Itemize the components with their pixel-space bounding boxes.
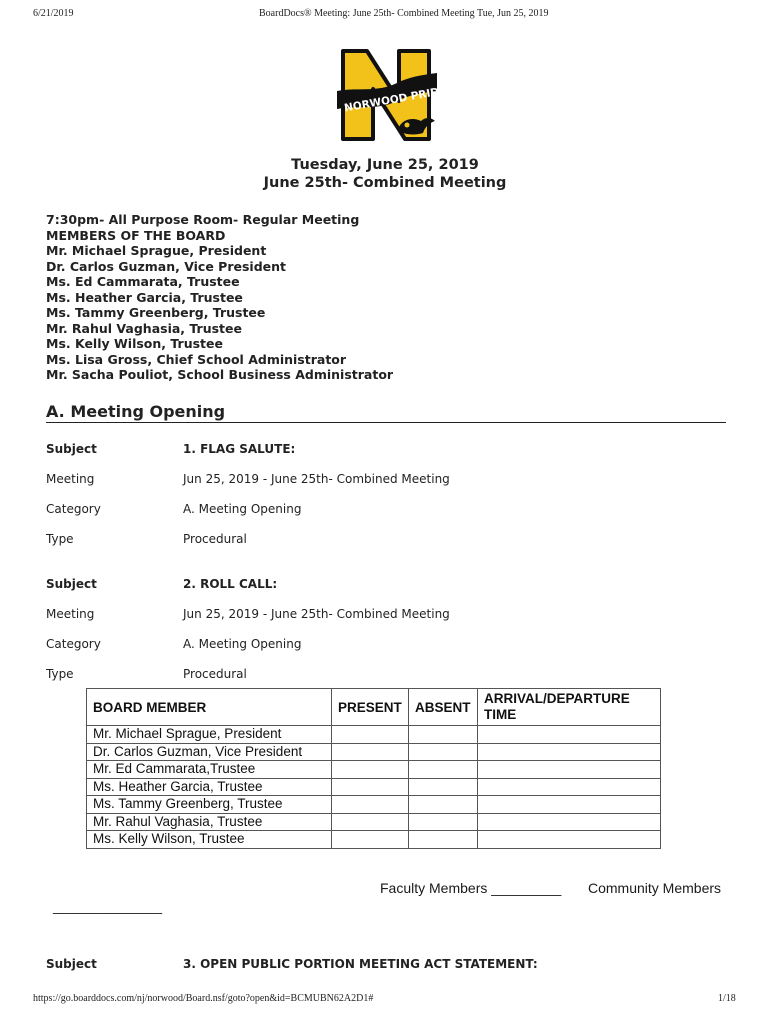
page-number: 1/18: [718, 993, 736, 1004]
intro-line: Ms. Ed Cammarata, Trustee: [46, 274, 240, 289]
item-subject[interactable]: 3. OPEN PUBLIC PORTION MEETING ACT STATEMENT:: [183, 957, 538, 971]
logo-text: NORWOOD PRIDE: [343, 84, 437, 115]
absent-cell: [409, 813, 478, 831]
member-cell: Mr. Ed Cammarata,Trustee: [87, 761, 332, 779]
type-label: Type: [46, 532, 74, 546]
subject-label: Subject: [46, 957, 97, 971]
time-cell: [478, 778, 661, 796]
member-cell: Mr. Michael Sprague, President: [87, 726, 332, 744]
intro-line: MEMBERS OF THE BOARD: [46, 227, 226, 243]
blank-signature-line: ______________: [53, 898, 163, 914]
present-cell: [332, 831, 409, 849]
present-cell: [332, 726, 409, 744]
print-date: 6/21/2019: [33, 8, 74, 19]
norwood-logo: [337, 47, 437, 145]
intro-line: Mr. Rahul Vaghasia, Trustee: [46, 320, 242, 336]
present-cell: [332, 761, 409, 779]
item-type: Procedural: [183, 532, 247, 546]
table-row: [87, 796, 661, 814]
time-cell: [478, 813, 661, 831]
category-label: Category: [46, 502, 101, 516]
community-members-line: Community Members: [588, 880, 722, 896]
print-title: BoardDocs® Meeting: June 25th- Combined Meeting Tue, Jun 25, 2019: [259, 8, 549, 19]
col-header: PRESENT: [332, 689, 409, 726]
item-subject[interactable]: 1. FLAG SALUTE:: [183, 442, 296, 456]
table-row: [87, 743, 661, 761]
type-label: Type: [46, 667, 74, 681]
intro-line: Mr. Michael Sprague, President: [46, 243, 267, 258]
absent-cell: [409, 778, 478, 796]
item-meeting: Jun 25, 2019 - June 25th- Combined Meeting: [183, 472, 450, 486]
present-cell: [332, 796, 409, 814]
item-meeting: Jun 25, 2019 - June 25th- Combined Meeting: [183, 607, 450, 621]
member-cell: Ms. Heather Garcia, Trustee: [87, 778, 332, 796]
item-category: A. Meeting Opening: [183, 637, 302, 651]
table-row: [87, 778, 661, 796]
intro-block: [46, 212, 393, 383]
intro-line: Ms. Heather Garcia, Trustee: [46, 289, 243, 305]
faculty-members-line: Faculty Members _________: [380, 880, 562, 896]
time-cell: [478, 761, 661, 779]
present-cell: [332, 778, 409, 796]
time-cell: [478, 726, 661, 744]
subject-label: Subject: [46, 577, 97, 591]
intro-line: 7:30pm- All Purpose Room- Regular Meeting: [46, 212, 360, 227]
footer-url[interactable]: https://go.boarddocs.com/nj/norwood/Board.nsf/goto?open&id=BCMUBN62A2D1#: [33, 993, 374, 1004]
member-cell: Dr. Carlos Guzman, Vice President: [87, 743, 332, 761]
section-heading: A. Meeting Opening: [46, 402, 726, 423]
subject-label: Subject: [46, 442, 97, 456]
intro-line: Ms. Kelly Wilson, Trustee: [46, 336, 223, 351]
meeting-date-title: Tuesday, June 25, 2019: [291, 157, 479, 173]
member-cell: Mr. Rahul Vaghasia, Trustee: [87, 813, 332, 831]
item-type: Procedural: [183, 667, 247, 681]
member-cell: Ms. Kelly Wilson, Trustee: [87, 831, 332, 849]
present-cell: [332, 743, 409, 761]
absent-cell: [409, 743, 478, 761]
table-row: [87, 831, 661, 849]
intro-line: Mr. Sacha Pouliot, School Business Administrator: [46, 367, 394, 382]
table-row: [87, 813, 661, 831]
present-cell: [332, 813, 409, 831]
absent-cell: [409, 726, 478, 744]
meeting-label: Meeting: [46, 607, 95, 621]
time-cell: [478, 743, 661, 761]
col-header: ABSENT: [409, 689, 478, 726]
absent-cell: [409, 796, 478, 814]
roll-call-table: [86, 688, 661, 849]
time-cell: [478, 796, 661, 814]
intro-line: Ms. Lisa Gross, Chief School Administrator: [46, 351, 347, 367]
col-header: ARRIVAL/DEPARTURE TIME: [478, 689, 661, 726]
item-category: A. Meeting Opening: [183, 502, 302, 516]
table-row: [87, 726, 661, 744]
absent-cell: [409, 831, 478, 849]
intro-line: Ms. Tammy Greenberg, Trustee: [46, 305, 266, 320]
time-cell: [478, 831, 661, 849]
meeting-label: Meeting: [46, 472, 95, 486]
col-header: BOARD MEMBER: [87, 689, 332, 726]
table-row: [87, 761, 661, 779]
intro-line: Dr. Carlos Guzman, Vice President: [46, 258, 286, 274]
meeting-name-title: June 25th- Combined Meeting: [263, 175, 507, 191]
member-cell: Ms. Tammy Greenberg, Trustee: [87, 796, 332, 814]
absent-cell: [409, 761, 478, 779]
item-subject[interactable]: 2. ROLL CALL:: [183, 577, 278, 591]
category-label: Category: [46, 637, 101, 651]
